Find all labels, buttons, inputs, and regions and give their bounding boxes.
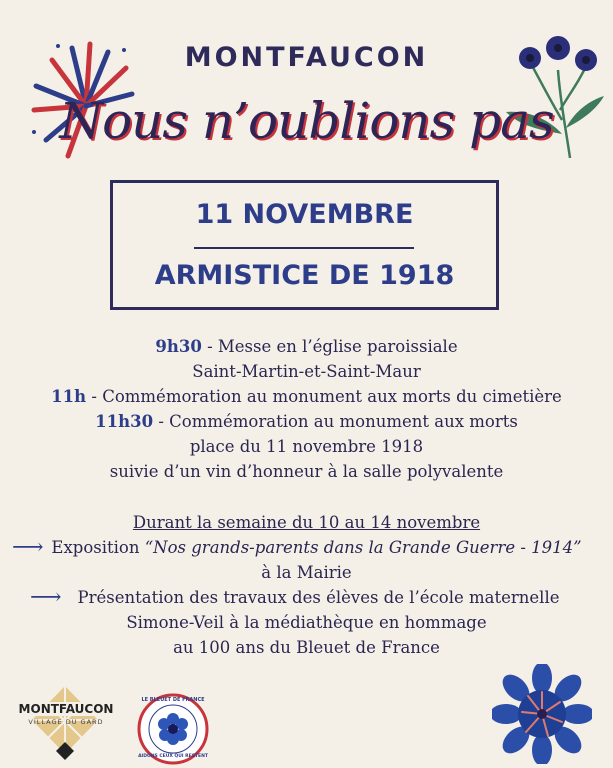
presentation-line-2: Simone-Veil à la médiathèque en hommage — [126, 613, 487, 632]
village-logo — [10, 680, 120, 768]
program-text: Saint-Martin-et-Saint-Maur — [192, 362, 421, 381]
week-title: Durant la semaine du 10 au 14 novembre — [132, 513, 481, 532]
date-box — [110, 180, 499, 310]
slogan-headline: Nous n’oublions pas — [59, 92, 554, 150]
program-line — [0, 459, 613, 484]
box-divider — [194, 247, 414, 249]
expo-title: “Nos grands-parents dans la Grande Guerre - 1914” — [144, 538, 582, 557]
bleuet-badge — [137, 693, 209, 765]
logo-subtitle: VILLAGE DU GARD — [28, 718, 104, 726]
program-text: place du 11 novembre 1918 — [189, 437, 424, 456]
program-line — [0, 434, 613, 459]
program-time: 9h30 — [155, 337, 202, 356]
expo-prefix: Exposition — [51, 538, 145, 557]
presentation-line-3: au 100 ans du Bleuet de France — [173, 638, 440, 657]
right-arrow-icon: ⟶ — [30, 585, 62, 610]
program-text: - Messe en l’église paroissiale — [201, 337, 458, 356]
cornflower-icon — [492, 664, 592, 764]
program-line — [0, 409, 613, 434]
program-text: - Commémoration au monument aux morts — [153, 412, 518, 431]
program-line — [0, 334, 613, 359]
presentation-line-1: Présentation des travaux des élèves de l’école maternelle — [77, 588, 560, 607]
date-title: 11 NOVEMBRE — [195, 199, 414, 230]
right-arrow-icon: ⟶ — [12, 535, 44, 560]
town-title: MONTFAUCON — [184, 42, 429, 73]
program-time: 11h30 — [95, 412, 154, 431]
program-line — [0, 359, 613, 384]
logo-town: MONTFAUCON — [14, 702, 118, 716]
expo-place: à la Mairie — [261, 563, 352, 582]
bleuet-bottom-text: AIDONS CEUX QUI RESTENT — [138, 754, 208, 759]
expo-line — [20, 535, 613, 560]
program-text: suivie d’un vin d’honneur à la salle polyvalente — [109, 462, 504, 481]
program-time: 11h — [51, 387, 87, 406]
program-text: - Commémoration au monument aux morts du cimetière — [86, 387, 562, 406]
program-line — [0, 384, 613, 409]
armistice-title: ARMISTICE DE 1918 — [154, 260, 455, 291]
bleuet-top-text: LE BLEUET DE FRANCE — [141, 697, 205, 703]
